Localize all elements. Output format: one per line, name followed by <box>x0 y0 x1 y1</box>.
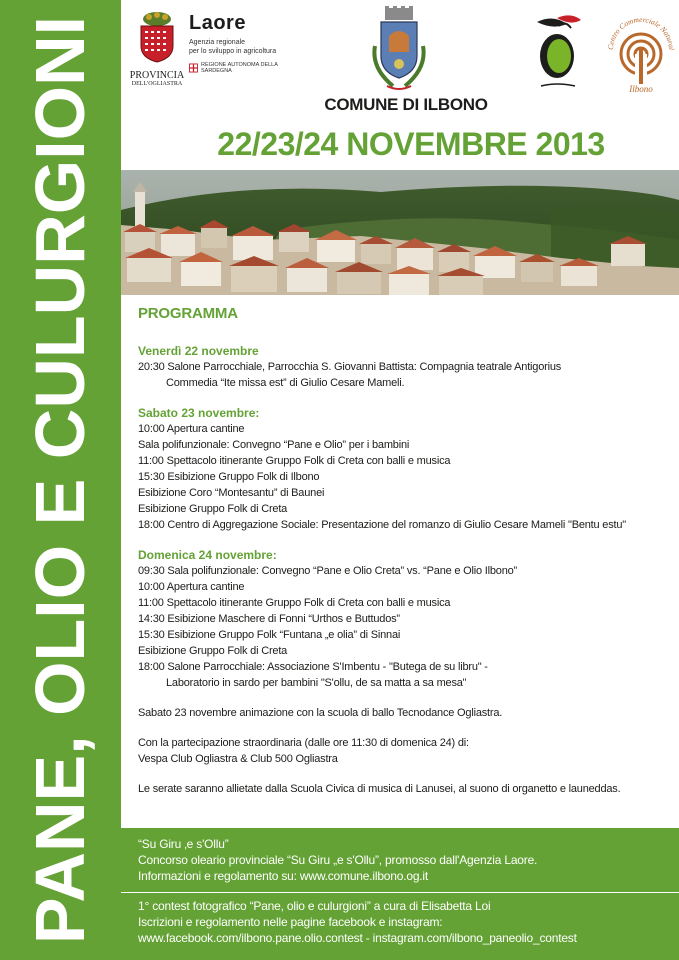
side-band <box>0 0 121 960</box>
olive-oil-contest-box <box>121 828 679 892</box>
programme <box>138 305 673 811</box>
box-line: www.facebook.com/ilbono.pane.olio.contest - instagram.com/ilbono_paneolio_contest <box>138 931 577 945</box>
laore-name: Laore <box>189 12 246 34</box>
comune-crest-icon <box>367 6 431 92</box>
note-line: Con la partecipazione straordinaria (dalle ore 11:30 di domenica 24) di: <box>138 737 469 749</box>
day-saturday <box>138 405 673 533</box>
event-line: 18:00 Centro di Aggregazione Sociale: Presentazione del romanzo di Giulio Cesare Mameli "Bentu estu" <box>138 519 626 531</box>
event-line: 09:30 Sala polifunzionale: Convegno “Pane e Olio Creta” vs. “Pane e Olio Ilbono” <box>138 565 518 577</box>
centro-commerciale-logo <box>605 8 677 99</box>
box-line: “Su Giru ‚e s'Ollu” <box>138 837 229 851</box>
laore-region-text: REGIONE AUTONOMA DELLA SARDEGNA <box>200 62 278 74</box>
centro-name: Ilbono <box>629 84 653 94</box>
event-line: Esibizione Gruppo Folk di Creta <box>138 645 288 657</box>
photo-contest-box <box>121 892 679 960</box>
day-title: Venerdì 22 novembre <box>138 344 259 358</box>
event-line: 20:30 Salone Parrocchiale, Parrocchia S. Giovanni Battista: Compagnia teatrale Antigorius <box>138 361 562 373</box>
svg-text:Centro Commerciale Naturale <box>605 8 676 50</box>
centro-commerciale-icon <box>605 8 677 94</box>
olive-icon <box>533 12 583 90</box>
event-line: 15:30 Esibizione Gruppo Folk di Ilbono <box>138 471 320 483</box>
day-title: Domenica 24 novembre: <box>138 548 277 562</box>
laore-sub-1: Agenzia regionale <box>189 39 246 46</box>
provincia-caption-1: PROVINCIA <box>129 70 185 81</box>
village-landscape-image <box>121 170 679 295</box>
sardegna-emblem-icon <box>189 63 198 73</box>
provincia-caption-2: DELL'OGLIASTRA <box>131 81 183 87</box>
provincia-crest-icon <box>129 10 185 64</box>
event-line: Commedia “Ite missa est” di Giulio Cesare Mameli. <box>166 377 405 389</box>
note-music <box>138 781 673 797</box>
box-line: Informazioni e regolamento su: www.comune.ilbono.og.it <box>138 869 429 883</box>
box-line: Iscrizioni e regolamento nelle pagine facebook e instagram: <box>138 915 443 929</box>
day-sunday <box>138 547 673 691</box>
event-line: 15:30 Esibizione Gruppo Folk “Funtana „e olia” di Sinnai <box>138 629 401 641</box>
day-friday <box>138 343 673 391</box>
note-line: Sabato 23 novembre animazione con la scuola di ballo Tecnodance Ogliastra. <box>138 707 503 719</box>
programme-title: PROGRAMMA <box>138 305 238 322</box>
event-line: Laboratorio in sardo per bambini "S'ollu, de sa matta a sa mesa" <box>166 677 467 689</box>
side-title: PANE, OLIO E CULURGIONI <box>21 15 99 945</box>
olive-logo <box>533 12 583 95</box>
event-line: 18:00 Salone Parrocchiale: Associazione S'Imbentu - "Butega de su libru" - <box>138 661 488 673</box>
event-line: 14:30 Esibizione Maschere di Fonni “Urthos e Buttudos” <box>138 613 400 625</box>
box-line: Concorso oleario provinciale “Su Giru „e s'Ollu”, promosso dall'Agenzia Laore. <box>138 853 538 867</box>
event-line: 11:00 Spettacolo itinerante Gruppo Folk di Creta con balli e musica <box>138 597 451 609</box>
event-line: 10:00 Apertura cantine <box>138 581 245 593</box>
event-line: Esibizione Coro “Montesantu” di Baunei <box>138 487 325 499</box>
laore-sub-2: per lo sviluppo in agricoltura <box>189 48 277 55</box>
event-line: 11:00 Spettacolo itinerante Gruppo Folk di Creta con balli e musica <box>138 455 451 467</box>
day-title: Sabato 23 novembre: <box>138 406 260 420</box>
comune-title: COMUNE DI ILBONO <box>324 95 488 114</box>
note-line: Vespa Club Ogliastra & Club 500 Ogliastra <box>138 753 338 765</box>
event-dates: 22/23/24 NOVEMBRE 2013 <box>217 126 605 162</box>
note-dance-school <box>138 705 673 721</box>
event-line: Esibizione Gruppo Folk di Creta <box>138 503 288 515</box>
centro-arc-text: Centro Commerciale Natural <box>605 14 677 51</box>
box-line: 1° contest fotografico “Pane, olio e culurgioni” a cura di Elisabetta Loi <box>138 899 491 913</box>
note-participation <box>138 735 673 767</box>
laore-logo <box>189 12 299 74</box>
provincia-logo <box>129 10 185 89</box>
comune-crest <box>367 6 431 97</box>
note-line: Le serate saranno allietate dalla Scuola Civica di musica di Lanusei, al suono di organetto e launeddas. <box>138 783 621 795</box>
event-line: Sala polifunzionale: Convegno “Pane e Olio” per i bambini <box>138 439 410 451</box>
event-line: 10:00 Apertura cantine <box>138 423 245 435</box>
header <box>121 0 679 170</box>
village-photo <box>121 170 679 295</box>
